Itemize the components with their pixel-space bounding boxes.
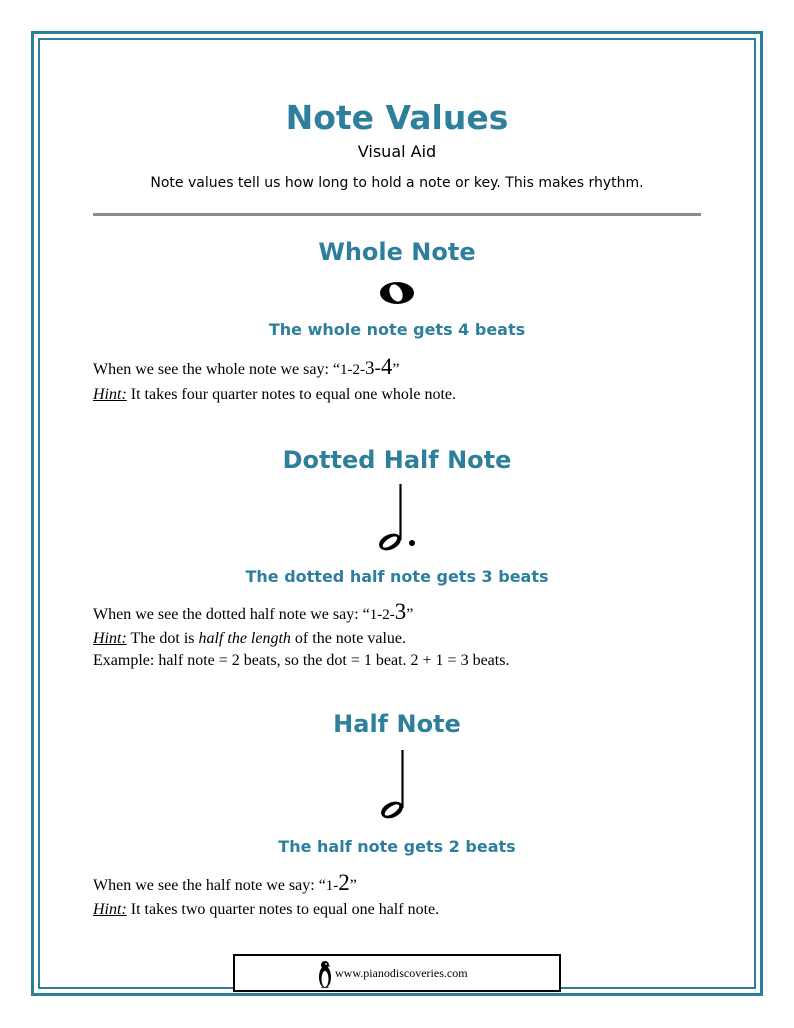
whole-note-hint bbox=[93, 384, 456, 406]
say-prefix: When we see the whole note we say: “ bbox=[93, 361, 341, 378]
whole-note-beats: The whole note gets 4 beats bbox=[268, 320, 526, 339]
penguin-icon bbox=[317, 960, 333, 990]
count-1: 1- bbox=[325, 878, 339, 894]
hint-text: It takes four quarter notes to equal one whole note. bbox=[126, 386, 457, 403]
page-subtitle: Visual Aid bbox=[357, 142, 437, 161]
half-note-heading: Half Note bbox=[333, 710, 461, 738]
footer-url[interactable]: www.pianodiscoveries.com bbox=[335, 966, 468, 980]
hint-pre: The dot is bbox=[126, 630, 199, 647]
hint-label: Hint: bbox=[93, 630, 127, 647]
say-suffix: ” bbox=[349, 877, 357, 894]
count-4: 4 bbox=[380, 354, 393, 379]
count-2: 2- bbox=[352, 362, 366, 378]
dotted-half-note-beats: The dotted half note gets 3 beats bbox=[245, 567, 549, 586]
count-2: 2 bbox=[338, 870, 350, 895]
say-suffix: ” bbox=[392, 361, 400, 378]
hint-emphasis: half the length bbox=[198, 630, 291, 647]
half-note-say-line bbox=[93, 872, 357, 897]
count-3: 3 bbox=[394, 599, 407, 624]
dotted-half-note-icon bbox=[376, 482, 420, 554]
whole-note-heading: Whole Note bbox=[318, 238, 476, 266]
whole-note-icon bbox=[377, 280, 417, 306]
say-suffix: ” bbox=[406, 606, 414, 623]
hint-text: It takes two quarter notes to equal one half note. bbox=[126, 901, 440, 918]
say-prefix: When we see the dotted half note we say: “ bbox=[93, 606, 370, 623]
dotted-half-note-example: Example: half note = 2 beats, so the dot = 1 beat. 2 + 1 = 3 beats. bbox=[93, 652, 510, 669]
page-title: Note Values bbox=[285, 98, 509, 137]
footer-box bbox=[233, 954, 561, 992]
hint-label: Hint: bbox=[93, 901, 127, 918]
count-3: 3- bbox=[365, 358, 381, 379]
say-prefix: When we see the half note we say: “ bbox=[93, 877, 326, 894]
hint-label: Hint: bbox=[93, 386, 127, 403]
count-1: 1- bbox=[340, 362, 353, 378]
dotted-half-note-hint bbox=[93, 628, 406, 650]
divider bbox=[93, 213, 701, 216]
dotted-half-note-heading: Dotted Half Note bbox=[282, 446, 512, 474]
half-note-icon bbox=[378, 748, 412, 822]
half-note-hint bbox=[93, 899, 439, 921]
intro-text: Note values tell us how long to hold a note or key. This makes rhythm. bbox=[150, 175, 644, 191]
count-1: 1- bbox=[369, 607, 383, 623]
whole-note-say-line bbox=[93, 356, 399, 381]
hint-post: of the note value. bbox=[290, 630, 406, 647]
count-2: 2- bbox=[382, 607, 395, 623]
dotted-half-note-say-line bbox=[93, 601, 413, 626]
half-note-beats: The half note gets 2 beats bbox=[278, 837, 516, 856]
